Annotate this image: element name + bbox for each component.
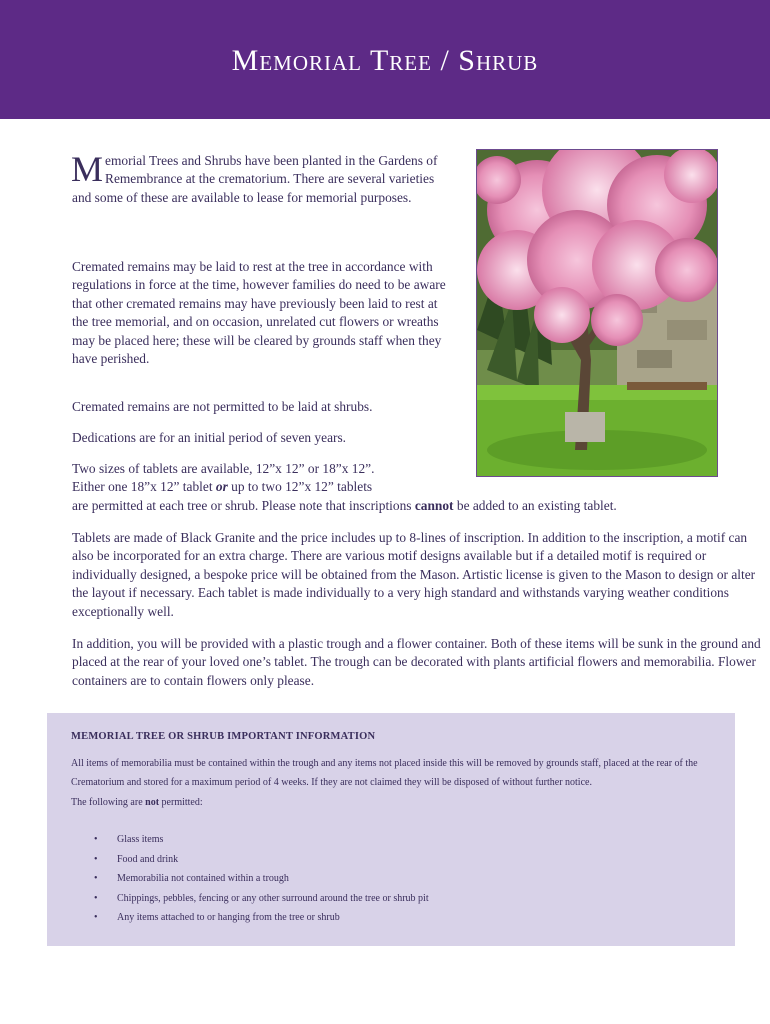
- drop-cap: M: [71, 149, 104, 189]
- tablet-sizes-line3b: be added to an existing tablet.: [453, 497, 617, 513]
- tablet-sizes-line1: Two sizes of tablets are available, 12”x 12” or 18”x 12”.: [72, 461, 375, 476]
- list-item: • Food and drink: [71, 850, 711, 870]
- list-item: • Glass items: [71, 830, 711, 850]
- granite-paragraph: Tablets are made of Black Granite and the price includes up to 8-lines of inscription. In addition to the inscription, a motif can also be incorporated for an extra charge. There are various motif designs available but if a detailed motif is required or individually designed, a bespoke price will be obtained from the Mason. Artistic license is given to the Mason to design or alter the layout if necessary. Each tablet is made individually to a very high standard and withstands varying weather conditions exceptionally well.: [72, 530, 756, 619]
- trough-paragraph: In addition, you will be provided with a plastic trough and a flower container. Both of these items will be sunk in the ground and placed at the rear of your loved one’s tablet. The trough can be decorated with plants artificial flowers and memorabilia. Flower containers are to contain flowers only please.: [72, 636, 761, 688]
- cremated-remains-paragraph: Cremated remains may be laid to rest at the tree in accordance with regulations in force at the time, however families do need to be aware that other cremated remains may have previously been laid to rest at the tree memorial, and on occasion, unrelated cut flowers or wreaths may be placed here; these will be cleared by grounds staff when they have perished.: [72, 259, 446, 367]
- info-intro-a: The following are: [71, 796, 146, 808]
- tablet-sizes-line3a: are permitted at each tree or shrub. Please note that inscriptions: [72, 497, 415, 513]
- info-memorabilia-text: All items of memorabilia must be contained within the trough and any items not placed inside this will be removed by grounds staff, placed at the rear of the Crematorium and stored for a maximum period of 4 weeks. If they are not claimed they will be disposed of without further notice.: [71, 758, 698, 789]
- tablet-sizes-line2b: up to two 12”x 12” tablets: [227, 479, 373, 495]
- or-emphasis: or: [215, 479, 228, 495]
- page-header: [0, 0, 770, 119]
- flowering-tree-image: [477, 150, 717, 476]
- dedication-paragraph: Dedications are for an initial period of seven years.: [72, 430, 347, 445]
- tree-photo: [476, 149, 718, 477]
- intro-text: emorial Trees and Shrubs have been planted in the Gardens of Remembrance at the crematorium. There are several varieties and some of these are available to lease for memorial purposes.: [72, 153, 438, 205]
- shrubs-paragraph: Cremated remains are not permitted to be laid at shrubs.: [72, 399, 373, 414]
- intro-paragraph: [71, 149, 452, 207]
- list-item: • Memorabilia not contained within a trough: [71, 869, 711, 889]
- not-permitted-list: [71, 830, 711, 928]
- tablet-sizes-line2a: Either one 18”x 12” tablet: [72, 479, 216, 495]
- list-item: • Chippings, pebbles, fencing or any other surround around the tree or shrub pit: [71, 889, 711, 909]
- important-info-box: [47, 713, 735, 946]
- info-body: [71, 754, 711, 812]
- not-emphasis: not: [145, 796, 160, 808]
- tablet-sizes-paragraph: [72, 460, 722, 515]
- list-item: • Any items attached to or hanging from the tree or shrub: [71, 908, 711, 928]
- info-title: MEMORIAL TREE OR SHRUB IMPORTANT INFORMATION: [71, 731, 376, 742]
- page-title: Memorial Tree / Shrub: [231, 44, 539, 77]
- cannot-emphasis: cannot: [414, 497, 454, 513]
- info-intro-b: permitted:: [159, 796, 203, 808]
